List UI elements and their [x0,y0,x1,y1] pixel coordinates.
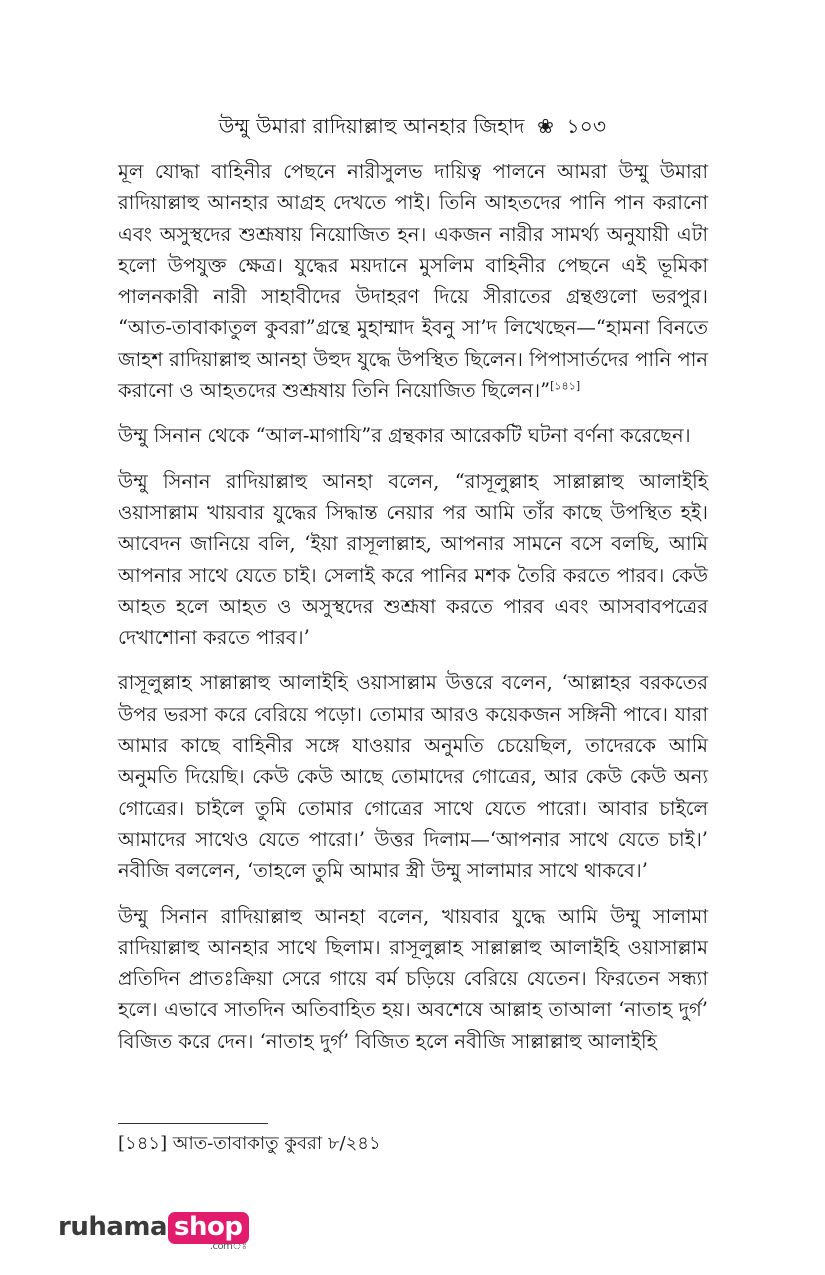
header-title: উম্মু উমারা রাদিয়াল্লাহু আনহার জিহাদ [218,114,525,138]
footnote: [১৪১] আত-তাবাকাতু কুবরা ৮/২৪১ [118,1133,381,1154]
flower-ornament-icon: ❀ [537,114,555,138]
paragraph-2: উম্মু সিনান থেকে “আল-মাগাযি”র গ্রন্থকার আরেকটি ঘটনা বর্ণনা করেছেন। [118,424,691,448]
footnote-divider [118,1123,268,1124]
footnote-reference[interactable]: [১৪১] [550,379,581,393]
logo-word-ruhama: ruhama [58,1212,168,1242]
ruhamashop-logo [58,1212,249,1252]
body-text [118,156,708,1071]
paragraph-5: উম্মু সিনান রাদিয়াল্লাহু আনহা বলেন, খায়বার যুদ্ধে আমি উম্মু সালামা রাদিয়াল্লাহু আনহার সাথে ছিলাম। রাসূলুল্লাহ সাল্লাল্লাহু আলাইহি ওয়াসাল্লাম প্রতিদিন প্রাতঃক্রিয়া সেরে গায়ে বর্ম চড়িয়ে বেরিয়ে যেতেন। ফিরতেন সন্ধ্যা হলে। এভাবে সাতদিন অতিবাহিত হয়। অবশেষে আল্লাহ তাআলা ‘নাতাহ দুর্গ’ বিজিত করে দেন। ‘নাতাহ দুর্গ’ বিজিত হলে নবীজি সাল্লাল্লাহু আলাইহি [118,904,708,1053]
paragraph-1-text: মূল যোদ্ধা বাহিনীর পেছনে নারীসুলভ দায়িত্ব পালনে আমরা উম্মু উমারা রাদিয়াল্লাহু আনহার আগ্রহ দেখতে পাই। তিনি আহতদের পানি পান করানো এবং অসুস্থদের শুশ্রূষায় নিয়োজিত হন। একজন নারীর সামর্থ্য অনুযায়ী এটা হলো উপযুক্ত ক্ষেত্র। যুদ্ধের ময়দানে মুসলিম বাহিনীর পেছনে এই ভূমিকা পালনকারী নারী সাহাবীদের উদাহরণ দিয়ে সীরাতের গ্রন্থগুলো ভরপুর। “আত-তাবাকাতুল কুবরা”গ্রন্থে মুহাম্মাদ ইবনু সা’দ লিখেছেন—“হামনা বিনতে জাহশ রাদিয়াল্লাহু আনহা উহুদ যুদ্ধে উপস্থিত ছিলেন। পিপাসার্তদের পানি পান করানো ও আহতদের শুশ্রূষায় তিনি নিয়োজিত ছিলেন।” [118,160,708,403]
paragraph-1 [118,156,708,406]
logo-domain-suffix: .comঃ [209,1241,247,1252]
logo-shop-box [168,1212,248,1252]
running-header [0,112,825,145]
logo-word-shop: shop [174,1212,243,1242]
paragraph-4: রাসূলুল্লাহ সাল্লাল্লাহু আলাইহি ওয়াসাল্লাম উত্তরে বলেন, ‘আল্লাহর বরকতের উপর ভরসা করে বেরিয়ে পড়ো। তোমার আরও কয়েকজন সঙ্গিনী পাবে। যারা আমার কাছে বাহিনীর সঙ্গে যাওয়ার অনুমতি চেয়েছিল, তাদেরকে আমি অনুমতি দিয়েছি। কেউ কেউ আছে তোমাদের গোত্রের, আর কেউ কেউ অন্য গোত্রের। চাইলে তুমি তোমার গোত্রের সাথে যেতে পারো। আবার চাইলে আমাদের সাথেও যেতে পারো।’ উত্তর দিলাম—‘আপনার সাথে যেতে চাই।’ নবীজি বললেন, ‘তাহলে তুমি আমার স্ত্রী উম্মু সালামার সাথে থাকবে।’ [118,671,708,883]
page-number: ১০৩ [566,114,607,138]
paragraph-3: উম্মু সিনান রাদিয়াল্লাহু আনহা বলেন, “রাসূলুল্লাহ সাল্লাল্লাহু আলাইহি ওয়াসাল্লাম খায়বার যুদ্ধের সিদ্ধান্ত নেয়ার পর আমি তাঁর কাছে উপস্থিত হই। আবেদন জানিয়ে বলি, ‘ইয়া রাসূলাল্লাহ, আপনার সামনে বসে বলছি, আমি আপনার সাথে যেতে চাই। সেলাই করে পানির মশক তৈরি করতে পারব। কেউ আহত হলে আহত ও অসুস্থদের শুশ্রূষা করতে পারব এবং আসবাবপত্রের দেখাশোনা করতে পারব।’ [118,469,708,650]
